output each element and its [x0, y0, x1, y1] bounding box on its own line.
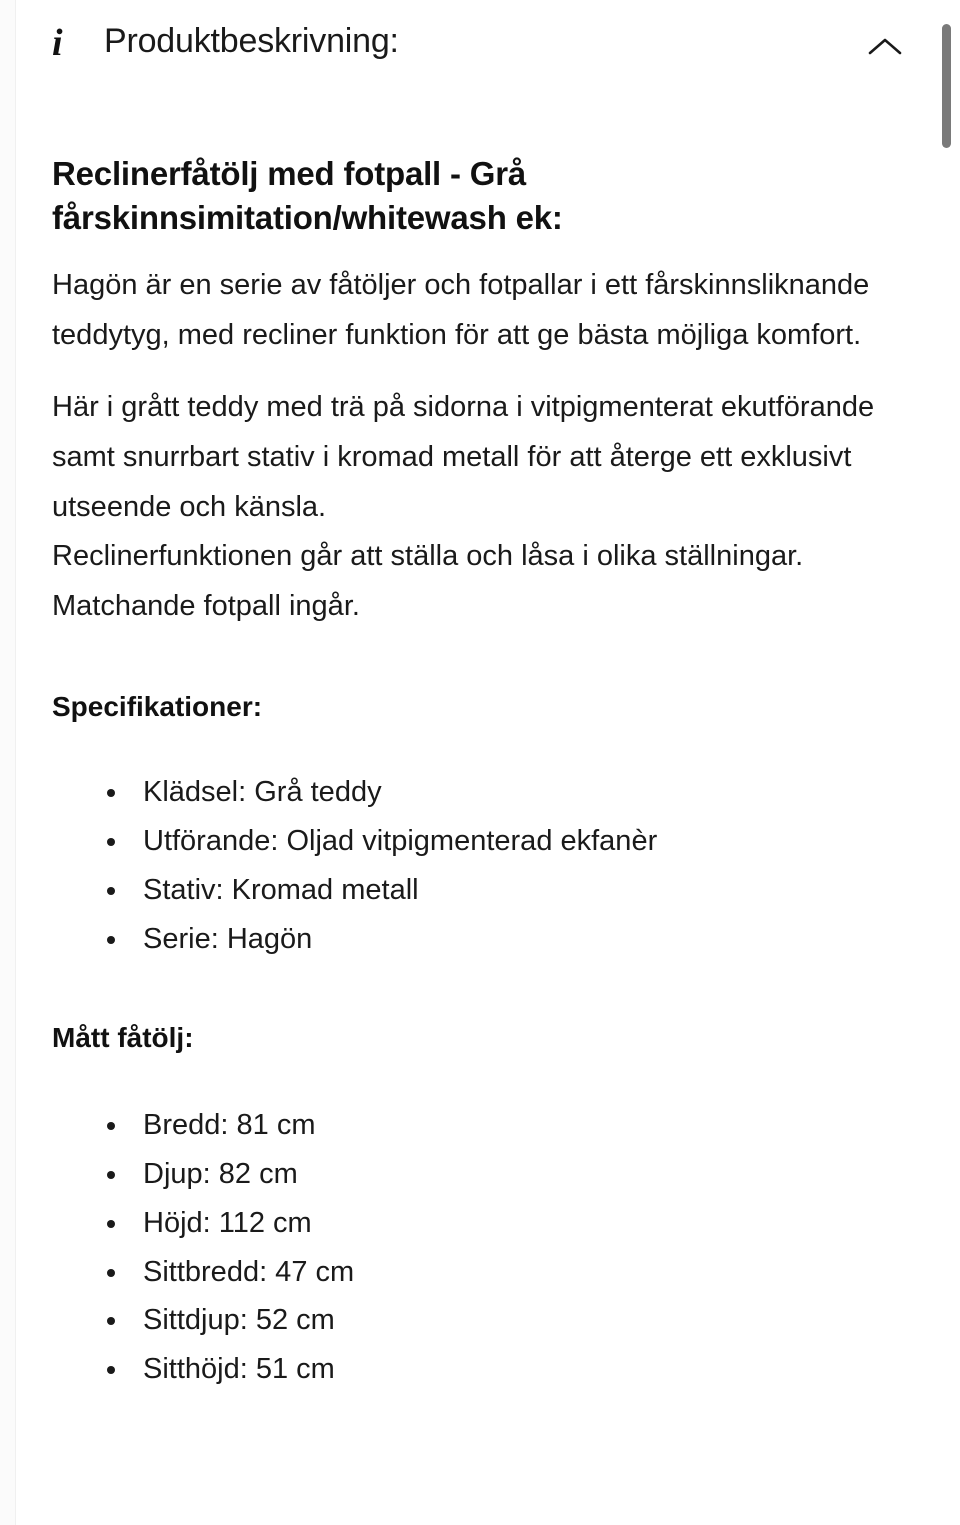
scrollbar-thumb[interactable]: [942, 24, 951, 148]
list-item: Serie: Hagön: [52, 915, 904, 964]
description-paragraph: Hagön är en serie av fåtöljer och fotpallar i ett fårskinnsliknande teddytyg, med recliner funktion för att ge bästa möjliga komfort.: [52, 269, 870, 351]
list-item: Höjd: 112 cm: [52, 1199, 904, 1248]
description-paragraph: Här i grått teddy med trä på sidorna i vitpigmenterat ekutförande samt snurrbart stativ i kromad metall för att återge ett exklusivt utseende och känsla.: [52, 390, 875, 523]
list-item: Djup: 82 cm: [52, 1150, 904, 1199]
specifications-heading: Specifikationer:: [52, 691, 263, 723]
scrollbar-track[interactable]: [940, 0, 952, 1525]
list-item: Bredd: 81 cm: [52, 1101, 904, 1150]
list-item: Utförande: Oljad vitpigmenterad ekfanèr: [52, 817, 904, 866]
specifications-list: [52, 768, 904, 963]
list-item: Sittbredd: 47 cm: [52, 1248, 904, 1297]
dimensions-list: [52, 1101, 904, 1393]
description-body: [17, 118, 930, 1525]
dimensions-heading: Mått fåtölj:: [52, 1022, 194, 1054]
list-item: Klädsel: Grå teddy: [52, 768, 904, 817]
page-title: Produktbeskrivning:: [104, 22, 399, 60]
chevron-up-icon[interactable]: [862, 24, 908, 70]
list-item: Stativ: Kromad metall: [52, 866, 904, 915]
left-gutter: [0, 0, 16, 1525]
list-item: Sittdjup: 52 cm: [52, 1296, 904, 1345]
info-icon: i: [52, 22, 63, 64]
product-heading: Reclinerfåtölj med fotpall - Grå fårskinnsimitation/whitewash ek:: [52, 155, 563, 236]
description-paragraph: Reclinerfunktionen går att ställa och låsa i olika ställningar. Matchande fotpall ingår.: [52, 540, 804, 623]
accordion-header-produktbeskrivning[interactable]: [17, 0, 930, 118]
list-item: Sitthöjd: 51 cm: [52, 1345, 904, 1394]
